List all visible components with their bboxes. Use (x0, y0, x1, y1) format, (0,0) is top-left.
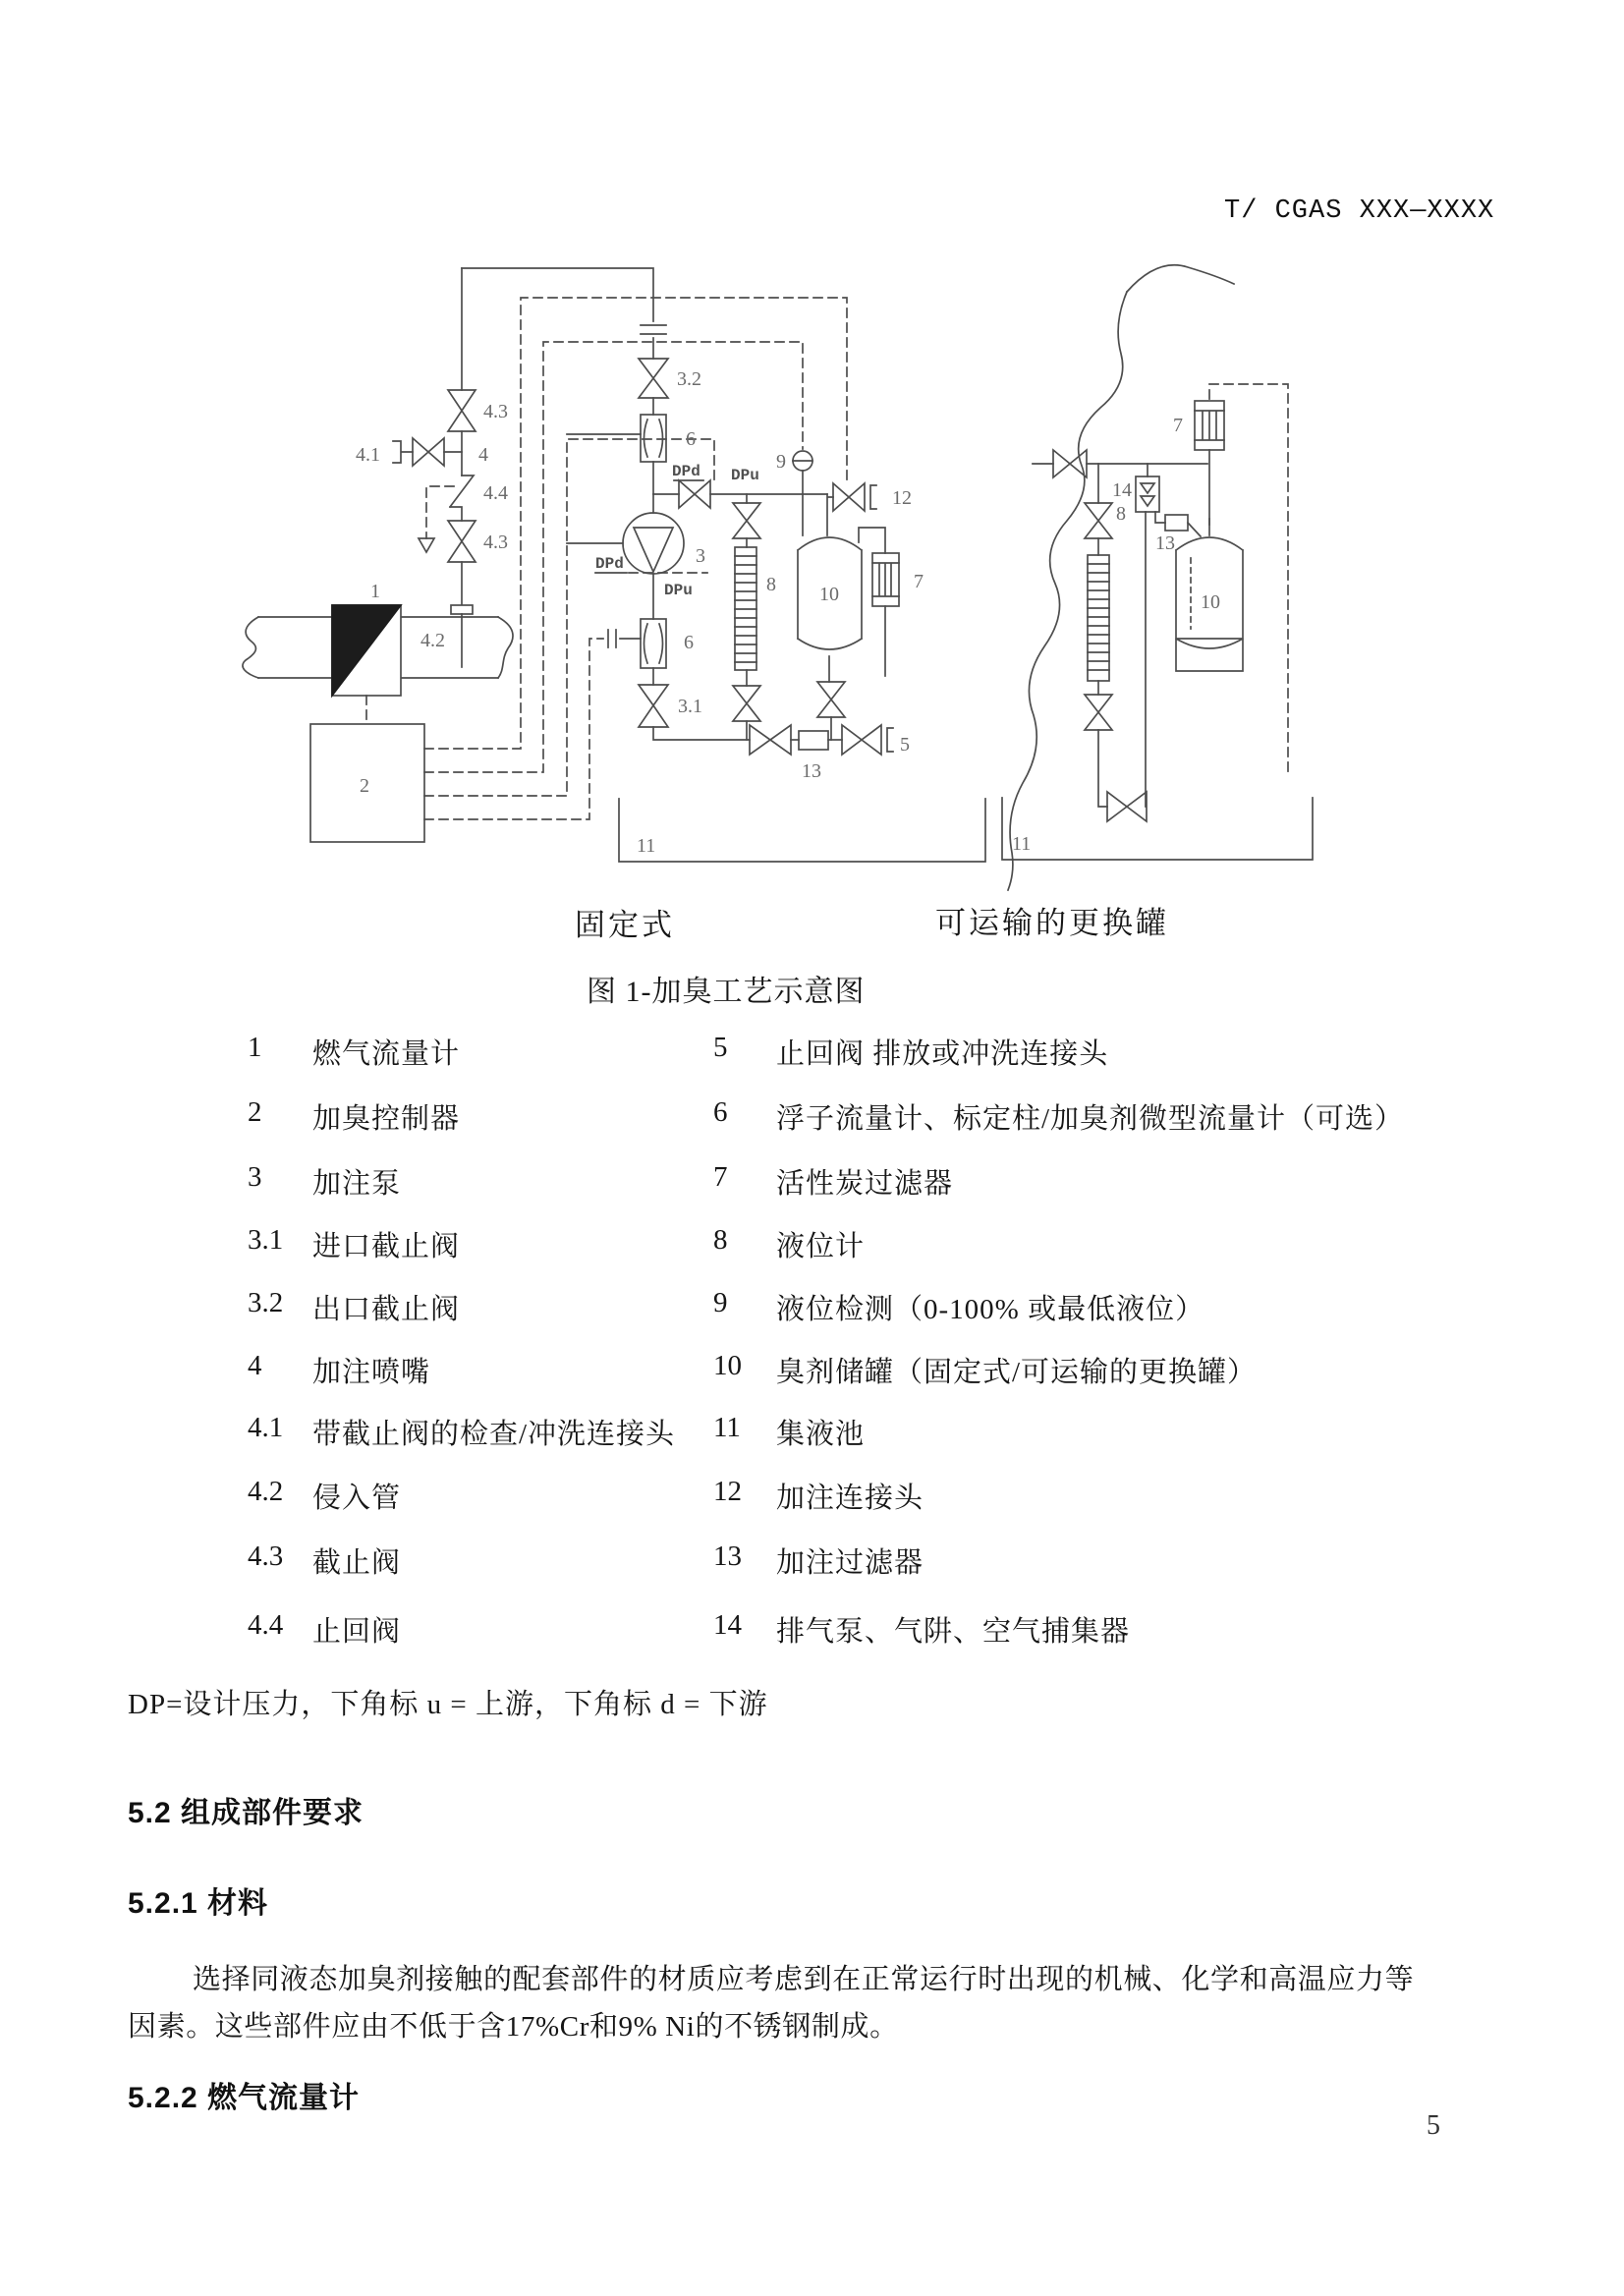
legend-label: 加注泵 (312, 1168, 402, 1200)
legend-number: 4.4 (248, 1609, 284, 1641)
diagram-label: 8 (766, 574, 776, 595)
filling-filter (799, 731, 828, 750)
materials-paragraph-line2: 因素。这些部件应由不低于含17%Cr和9% Ni的不锈钢制成。 (128, 2011, 899, 2043)
diagram-label: 14 (1112, 479, 1132, 501)
caption-fixed-type: 固定式 (575, 908, 675, 942)
legend-number: 5 (713, 1032, 728, 1063)
diagram-label: DPd (595, 555, 624, 573)
legend-label: 进口截止阀 (312, 1231, 461, 1262)
diagram-label: 13 (1155, 532, 1175, 554)
gas-pipe-right-break (498, 617, 513, 678)
diagram-label: 6 (686, 428, 696, 450)
legend-number: 10 (713, 1350, 742, 1381)
legend-number: 13 (713, 1540, 742, 1572)
legend-number: 14 (713, 1609, 742, 1641)
diagram-label: DPd (672, 463, 700, 480)
legend-number: 1 (248, 1032, 262, 1063)
legend-label: 截止阀 (312, 1547, 402, 1579)
legend-number: 4.1 (248, 1412, 284, 1443)
legend-number: 4 (248, 1350, 262, 1381)
diagram-label: 5 (900, 734, 910, 756)
figure-title: 图 1-加臭工艺示意图 (587, 976, 866, 1008)
diagram-label: 4.3 (483, 401, 508, 422)
legend-number: 3 (248, 1161, 262, 1193)
diagram-label: 3.2 (677, 368, 701, 390)
diagram-label: 3.1 (678, 696, 702, 717)
diagram-label: DPu (664, 582, 693, 599)
diagram-label: 4 (478, 444, 488, 466)
legend-number: 7 (713, 1161, 728, 1193)
diagram-label: 4.3 (483, 532, 508, 553)
diagram-label: 11 (1012, 833, 1032, 855)
section-heading-5-2-2: 5.2.2 燃气流量计 (128, 2082, 361, 2114)
legend-label: 加臭控制器 (312, 1103, 461, 1135)
diagram-label: 11 (637, 835, 656, 857)
legend-label: 臭剂储罐（固定式/可运输的更换罐） (776, 1357, 1258, 1388)
legend-label: 液位检测（0-100% 或最低液位） (776, 1294, 1205, 1325)
basin-right (1002, 798, 1313, 860)
pump (623, 513, 684, 574)
diagram-label: DPu (731, 467, 759, 484)
legend-label: 加注连接头 (776, 1483, 924, 1514)
page-number: 5 (1427, 2110, 1440, 2141)
legend-number: 3.1 (248, 1224, 284, 1256)
legend-number: 8 (713, 1224, 728, 1256)
doc-code: T/ CGAS XXX—XXXX (1224, 196, 1495, 226)
diagram-label: 13 (802, 760, 821, 782)
legend-label: 燃气流量计 (312, 1038, 461, 1070)
gas-pipe-left-break (243, 617, 258, 678)
legend-label: 浮子流量计、标定柱/加臭剂微型流量计（可选） (776, 1103, 1405, 1135)
diagram-label: 1 (370, 581, 380, 602)
legend-label: 活性炭过滤器 (776, 1168, 954, 1200)
legend-number: 4.2 (248, 1476, 284, 1507)
dp-note: DP=设计压力，下角标 u = 上游，下角标 d = 下游 (128, 1689, 768, 1720)
legend-label: 止回阀 排放或冲洗连接头 (776, 1038, 1109, 1070)
legend-number: 9 (713, 1287, 728, 1318)
legend-label: 侵入管 (312, 1483, 402, 1514)
diagram-label: 4.1 (356, 444, 380, 466)
legend-label: 带截止阀的检查/冲洗连接头 (312, 1419, 676, 1450)
legend-label: 加注喷嘴 (312, 1357, 431, 1388)
process-diagram (0, 0, 1624, 992)
section-heading-5-2: 5.2 组成部件要求 (128, 1797, 364, 1829)
legend-number: 6 (713, 1096, 728, 1128)
legend-label: 集液池 (776, 1419, 866, 1450)
diagram-label: 7 (914, 571, 924, 592)
diagram-label: 2 (360, 775, 369, 797)
basin-fixed (619, 799, 985, 862)
legend-number: 3.2 (248, 1287, 284, 1318)
legend-label: 止回阀 (312, 1616, 402, 1648)
diagram-label: 12 (892, 487, 912, 509)
diagram-label: 4.2 (420, 630, 445, 651)
caption-transportable-tank: 可运输的更换罐 (935, 906, 1169, 940)
diagram-label: 9 (776, 451, 786, 473)
filling-filter-right (1165, 515, 1188, 531)
diagram-label: 7 (1173, 415, 1183, 436)
diagram-label: 6 (684, 632, 694, 653)
diagram-label: 8 (1116, 503, 1126, 525)
diagram-label: 10 (819, 584, 839, 605)
legend-label: 加注过滤器 (776, 1547, 924, 1579)
legend-label: 液位计 (776, 1231, 866, 1262)
legend-number: 2 (248, 1096, 262, 1128)
section-heading-5-2-1: 5.2.1 材料 (128, 1887, 269, 1920)
diagram-label: 3 (696, 545, 705, 567)
legend-number: 4.3 (248, 1540, 284, 1572)
legend-label: 出口截止阀 (312, 1294, 461, 1325)
diagram-label: 4.4 (483, 482, 508, 504)
materials-paragraph-line1: 选择同液态加臭剂接触的配套部件的材质应考虑到在正常运行时出现的机械、化学和高温应力等 (193, 1964, 1415, 1995)
legend-label: 排气泵、气阱、空气捕集器 (776, 1616, 1131, 1648)
legend-number: 12 (713, 1476, 742, 1507)
legend-number: 11 (713, 1412, 741, 1443)
diagram-label: 10 (1201, 591, 1220, 613)
boundary-wavy (1127, 265, 1234, 292)
